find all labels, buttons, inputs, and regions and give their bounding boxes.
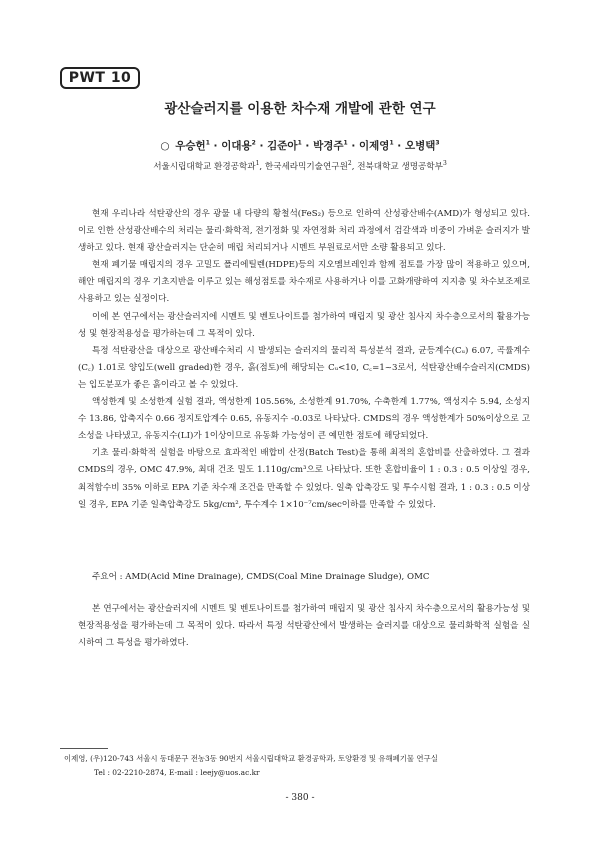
intro-body — [78, 601, 530, 652]
author-mark: 1 — [343, 139, 348, 147]
author-mark: 1 — [297, 139, 302, 147]
intro-paragraph: 본 연구에서는 광산슬러지에 시멘트 및 벤토나이트를 첨가하여 매립지 및 광산 침사지 차수층으로서의 활용가능성 및 현장적용성을 평가하는데 그 목적이 있다. 따라서 특정 석탄광산에서 발생하는 슬러지를 대상으로 물리화학적 실험을 실시하여 그 특성을 평가하였다. — [78, 604, 530, 649]
author-mark: 1 — [389, 139, 394, 147]
affiliation-mark: 1 — [255, 160, 260, 168]
presenter-marker: ○ — [160, 140, 170, 152]
author: 박경주 — [313, 140, 344, 152]
author-separator: · — [397, 140, 405, 152]
footnote-divider — [60, 748, 108, 749]
author-mark: 3 — [435, 139, 440, 147]
affiliation-list: 서울시립대학교 환경공학과$^1$, 한국세라믹기술연구원$^2$, 전북대학교 생명공학부$^3$ — [153, 160, 447, 172]
author: 이대용 — [221, 140, 252, 152]
abstract-paragraph: 액성한계 및 소성한계 실험 결과, 액성한계 105.56%, 소성한계 91.70%, 수축한계 1.77%, 액성지수 5.94, 소성지수 13.86, 압축지수 0.66 정지토압계수 0.65, 유동지수 -0.03로 나타났다. CMDS의 경우 액성한계가 50%이상으로 고소성을 나타냈고, 유동지수(LI)가 1이상이므로 유동화 가능성이 큰 예민한 점토에 해당되었다. — [78, 397, 530, 442]
author-list — [0, 138, 600, 153]
affiliation: 한국세라믹기술연구원 — [264, 162, 348, 172]
author-separator: · — [259, 140, 268, 152]
author: 이제영 — [359, 140, 390, 152]
abstract-paragraph: 특정 석탄광산을 대상으로 광산배수처리 시 발생되는 슬러지의 물리적 특성분석 결과, 균등계수(Cᵤ) 6.07, 곡률계수(C꜀) 1.01로 양입도(well graded)한 경우, 흙(점토)에 해당되는 Cᵤ<10, C꜀=1~3로서, 석탄광산배수슬러지(CMDS)는 입도분포가 좋은 흙이라고 볼 수 있었다. — [78, 345, 530, 390]
session-tag: PWT 10 — [60, 67, 140, 89]
author-separator: · — [213, 140, 222, 152]
abstract-paragraph: 현재 우리나라 석탄광산의 경우 광물 내 다량의 황철석(FeS₂) 등으로 인하여 산성광산배수(AMD)가 형성되고 있다. 이로 인한 산성광산배수의 처리는 물리·화학적, 전기정화 및 자연정화 처리 과정에서 검갈색과 비중이 가벼운 슬러지가 발생하고 있다. 현재 광산슬러지는 단순히 매립 처리되거나 시멘트 부원료로서만 소량 활용되고 있다. — [78, 209, 530, 254]
page-number: - 380 - — [285, 793, 315, 803]
abstract-body — [78, 206, 530, 514]
abstract-paragraph: 이에 본 연구에서는 광산슬러지에 시멘트 및 벤토나이트를 첨가하여 매립지 및 광산 침사지 차수층으로서의 활용가능성 및 현장적용성을 평가하는데 그 목적이 있다. — [78, 311, 530, 339]
keywords: 주요어 : AMD(Acid Mine Drainage), CMDS(Coal Mine Drainage Sludge), OMC — [92, 572, 430, 582]
author: 오병택 — [404, 140, 436, 152]
author: 김준아 — [267, 140, 298, 152]
author-mark: 1 — [205, 139, 210, 147]
author-separator: · — [305, 140, 314, 152]
affiliation: 서울시립대학교 환경공학과 — [153, 162, 256, 172]
abstract-paragraph: 기초 물리·화학적 실험을 바탕으로 효과적인 배합비 산정(Batch Test)을 통해 최적의 혼합비를 산출하였다. 그 결과 CMDS의 경우, OMC 47.9%, 최대 건조 밀도 1.110g/cm³으로 나타났다. 또한 혼합비율이 1 : 0.3 : 0.5 이상일 경우, 최적함수비 35% 이하로 EPA 기준 차수재 조건을 만족할 수 있었다. 일축 압축강도 및 투수시험 결과, 1 : 0.3 : 0.5 이상일 경우, EPA 기준 일축압축강도 5kg/cm², 투수계수 1×10⁻⁷cm/sec이하를 만족할 수 있었다. — [78, 448, 530, 510]
author-mark: 2 — [251, 139, 256, 147]
abstract-paragraph: 현재 폐기물 매립지의 경우 고밀도 폴리에틸렌(HDPE)등의 지오멤브레인과 함께 점토를 가장 많이 적용하고 있으며, 해안 매립지의 경우 기초지반을 이루고 있는 해성점토를 차수재로 사용하거나 이를 고화개량하여 지지층 및 차수보조제로 사용하고 있는 실정이다. — [78, 260, 530, 305]
author: 우승헌 — [175, 140, 206, 152]
footnote — [64, 752, 544, 780]
affiliation: 전북대학교 생명공학부 — [357, 162, 443, 172]
affiliation-mark: 3 — [442, 160, 447, 168]
footnote-address: 이제영, (우)120-743 서울시 동대문구 전농3동 90번지 서울시립대학교 환경공학과, 토양환경 및 유해폐기물 연구실 — [64, 754, 438, 763]
author-separator: · — [351, 140, 359, 152]
affiliation-mark: 2 — [347, 160, 352, 168]
paper-title: 광산슬러지를 이용한 차수재 개발에 관한 연구 — [164, 101, 436, 117]
footnote-contact: Tel : 02-2210-2874, E-mail : leejy@uos.ac.kr — [94, 768, 260, 777]
